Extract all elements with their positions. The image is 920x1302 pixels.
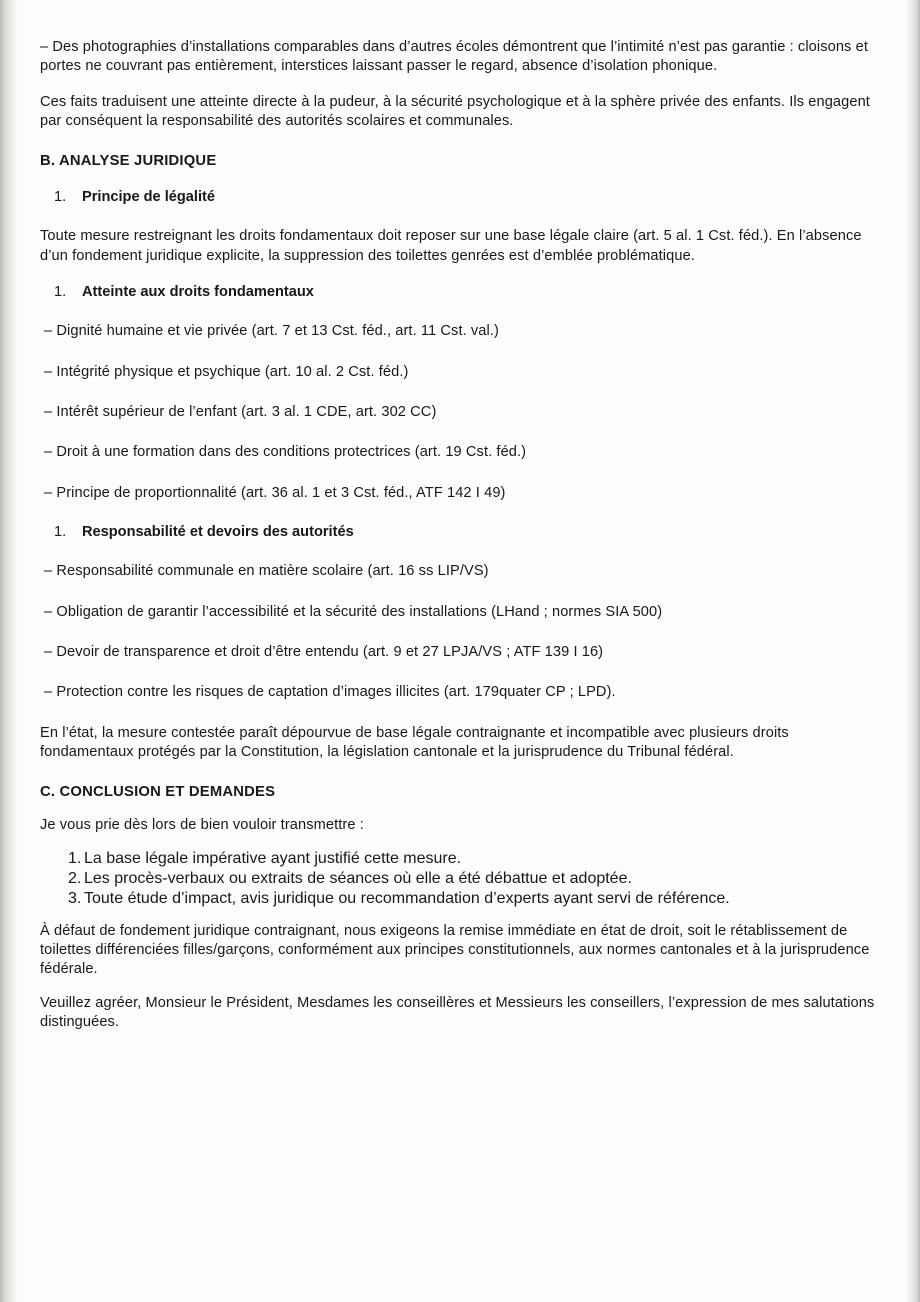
list-item-label: Toute étude d’impact, avis juridique ou recommandation d’experts ayant servi de référence. <box>84 889 730 907</box>
subsection-responsabilite-heading <box>40 524 880 550</box>
list-item: – Devoir de transparence et droit d’être entendu (art. 9 et 27 LPJA/VS ; ATF 139 I 16) <box>44 643 604 660</box>
demandes-list <box>40 850 880 908</box>
list-item: – Dignité humaine et vie privée (art. 7 et 13 Cst. féd., art. 11 Cst. val.) <box>44 323 499 340</box>
list-item: – Intégrité physique et psychique (art. 10 al. 2 Cst. féd.) <box>44 363 409 380</box>
subsection-principe-legalite-heading <box>40 189 880 215</box>
list-item: – Responsabilité communale en matière scolaire (art. 16 ss LIP/VS) <box>44 563 489 580</box>
subsection-title: Atteinte aux droits fondamentaux <box>82 284 314 301</box>
intro-paragraph: Ces faits traduisent une atteinte directe à la pudeur, à la sécurité psychologique et à la sphère privée des enfants. Ils engagent par conséquent la responsabilité des autorités scolaires et communales. <box>40 93 870 130</box>
principe-legalite-paragraph: Toute mesure restreignant les droits fondamentaux doit reposer sur une base légale claire (art. 5 al. 1 Cst. féd.). En l’absence d’un fondement juridique explicite, la suppression des toilettes genrées est d’emblée problématique. <box>40 228 862 264</box>
subsection-number: 1. <box>54 524 67 541</box>
document-body <box>40 38 880 1047</box>
conclusion-paragraph: À défaut de fondement juridique contraignant, nous exigeons la remise immédiate en état de droit, soit le rétablissement de toilettes différenciées filles/garçons, conformément aux principes constitutionnels, aux normes cantonales et à la jurisprudence fédérale. <box>40 922 870 978</box>
list-item-number: 2. <box>68 869 82 887</box>
subsection-atteinte-droits-heading <box>40 284 880 310</box>
subsection-number: 1. <box>54 284 67 301</box>
subsection-title: Responsabilité et devoirs des autorités <box>82 524 354 541</box>
list-item-number: 3. <box>68 889 82 907</box>
list-item <box>54 850 880 868</box>
list-item-label: La base légale impérative ayant justifié cette mesure. <box>84 849 462 867</box>
conclusion-lead: Je vous prie dès lors de bien vouloir transmettre : <box>40 817 364 834</box>
section-c-title: C. CONCLUSION ET DEMANDES <box>40 783 276 800</box>
section-b-title: B. ANALYSE JURIDIQUE <box>40 152 217 169</box>
list-item-number: 1. <box>68 849 82 867</box>
list-item: – Intérêt supérieur de l’enfant (art. 3 al. 1 CDE, art. 302 CC) <box>44 403 437 420</box>
list-item-label: Les procès-verbaux ou extraits de séances où elle a été débattue et adoptée. <box>84 869 632 887</box>
intro-bullet: – Des photographies d’installations comparables dans d’autres écoles démontrent que l’intimité n’est pas garantie : cloisons et portes ne couvrant pas entièrement, interstices laissant passer le regard, absence d’isolation phonique. <box>40 39 868 75</box>
list-item <box>54 890 880 908</box>
list-item: – Protection contre les risques de captation d’images illicites (art. 179quater CP ; LPD). <box>44 684 616 701</box>
subsection-title: Principe de légalité <box>82 189 216 206</box>
list-item: – Obligation de garantir l’accessibilité et la sécurité des installations (LHand ; normes SIA 500) <box>44 603 663 620</box>
list-item: – Principe de proportionnalité (art. 36 al. 1 et 3 Cst. féd., ATF 142 I 49) <box>44 484 506 501</box>
list-item: – Droit à une formation dans des conditions protectrices (art. 19 Cst. féd.) <box>44 444 527 461</box>
subsection-number: 1. <box>54 189 67 206</box>
list-item <box>54 870 880 888</box>
closing-formula: Veuillez agréer, Monsieur le Président, Mesdames les conseillères et Messieurs les conseillers, l’expression de mes salutations distinguées. <box>40 994 875 1031</box>
analyse-closing-paragraph: En l’état, la mesure contestée paraît dépourvue de base légale contraignante et incompatible avec plusieurs droits fondamentaux protégés par la Constitution, la législation cantonale et la jurisprudence du Tribunal fédéral. <box>40 724 789 761</box>
